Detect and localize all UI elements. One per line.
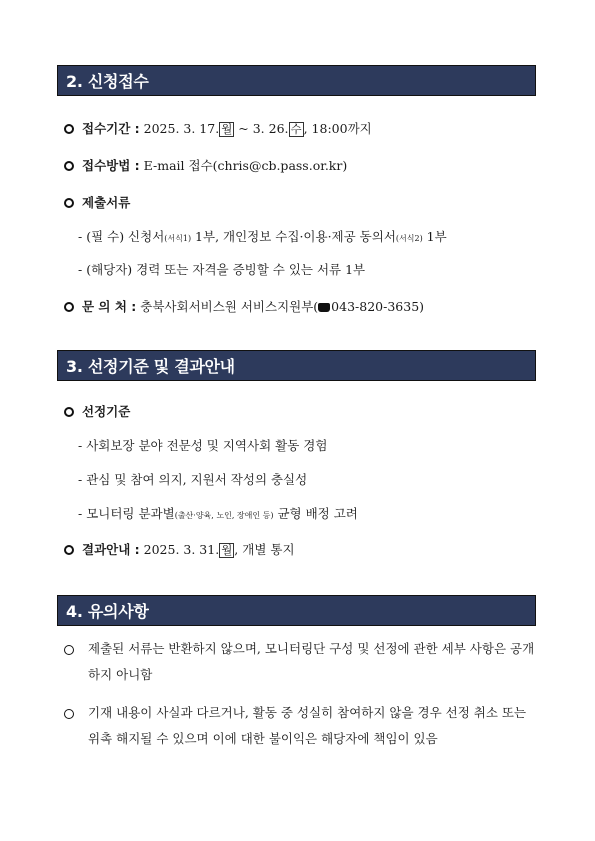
- criteria-item: [78, 505, 358, 525]
- note-item: [64, 636, 540, 690]
- criteria-text: 균형 배정 고려: [273, 506, 358, 521]
- criteria-text: - 모니터링 분과별: [78, 506, 175, 521]
- weekday-badge: 월: [221, 122, 233, 136]
- required-doc-text: - (필 수) 신청서: [78, 229, 165, 244]
- phone-icon: [318, 303, 330, 312]
- section-title: 3. 선정기준 및 결과안내: [66, 357, 235, 376]
- hollow-bullet-icon: [64, 709, 74, 719]
- form-number: (서식2): [395, 234, 423, 243]
- required-documents-item: [78, 228, 447, 248]
- criteria-item: - 사회보장 분야 전문성 및 지역사회 활동 경험: [78, 438, 328, 453]
- period-start: 2025. 3. 17.: [143, 121, 220, 136]
- section-header-notes: [57, 595, 536, 626]
- criteria-note: (출산·양육, 노인, 장애인 등): [174, 511, 274, 520]
- result-text: , 개별 통지: [234, 542, 295, 557]
- circle-bullet-icon: [64, 161, 74, 171]
- result-row: [64, 541, 295, 559]
- section-title: 2. 신청접수: [66, 72, 149, 91]
- documents-row: [64, 194, 130, 212]
- note-text: 기재 내용이 사실과 다르거나, 활동 중 성실히 참여하지 않을 경우 선정 취소 또는 위촉 해지될 수 있으며 이에 대한 불이익은 해당자에 책임이 있음: [88, 705, 527, 746]
- period-label: 접수기간 :: [82, 121, 140, 136]
- circle-bullet-icon: [64, 198, 74, 208]
- form-number: (서식1): [164, 234, 192, 243]
- circle-bullet-icon: [64, 407, 74, 417]
- method-text: E-mail 접수(chris@cb.pass.or.kr): [143, 158, 348, 173]
- contact-text: 충북사회서비스원 서비스지원부(: [140, 299, 319, 314]
- weekday-badge: 월: [221, 543, 233, 557]
- contact-label: 문 의 처 :: [82, 299, 137, 314]
- hollow-bullet-icon: [64, 645, 74, 655]
- circle-bullet-icon: [64, 302, 74, 312]
- note-text: 제출된 서류는 반환하지 않으며, 모니터링단 구성 및 선정에 관한 세부 사항은 공개하지 아니함: [88, 641, 535, 682]
- note-item: [64, 700, 540, 780]
- documents-label: 제출서류: [82, 195, 131, 210]
- circle-bullet-icon: [64, 124, 74, 134]
- application-period-row: [64, 120, 372, 138]
- optional-documents-item: - (해당자) 경력 또는 자격을 증빙할 수 있는 서류 1부: [78, 262, 366, 277]
- criteria-item: - 관심 및 참여 의지, 지원서 작성의 충실성: [78, 472, 308, 487]
- criteria-label: 선정기준: [82, 404, 131, 419]
- period-deadline: , 18:00까지: [303, 121, 372, 136]
- section-title: 4. 유의사항: [66, 602, 149, 621]
- circle-bullet-icon: [64, 545, 74, 555]
- required-doc-text: 1부, 개인정보 수집·이용·제공 동의서: [191, 229, 396, 244]
- section-header-selection: [57, 350, 536, 381]
- criteria-row: [64, 403, 130, 421]
- period-end: ~ 3. 26.: [234, 121, 289, 136]
- weekday-badge: 수: [290, 122, 302, 136]
- required-doc-text: 1부: [422, 229, 447, 244]
- application-method-row: [64, 157, 347, 175]
- result-date: 2025. 3. 31.: [143, 542, 220, 557]
- method-label: 접수방법 :: [82, 158, 140, 173]
- contact-phone: 043-820-3635): [331, 299, 425, 314]
- contact-row: [64, 298, 424, 316]
- result-label: 결과안내 :: [82, 542, 140, 557]
- section-header-application: [57, 65, 536, 96]
